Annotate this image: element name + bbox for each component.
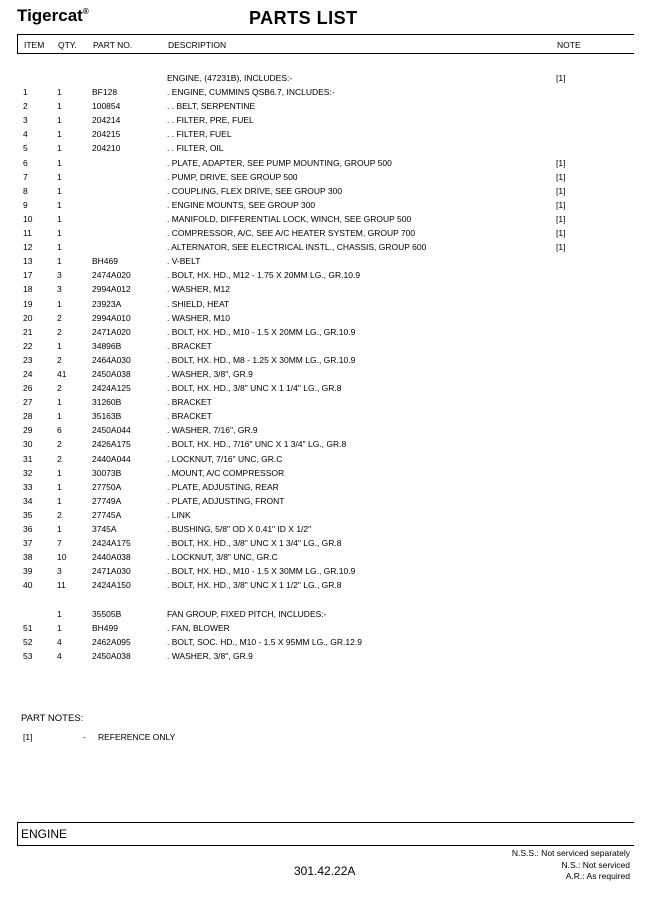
cell-qty: 1 — [57, 481, 62, 492]
table-row — [0, 325, 655, 339]
cell-qty: 3 — [57, 566, 62, 577]
part-notes-title: PART NOTES: — [21, 713, 84, 724]
section-title: ENGINE — [21, 827, 68, 841]
cell-qty: 1 — [57, 242, 62, 253]
cell-description: . SHIELD, HEAT — [167, 298, 230, 309]
cell-part-number: BF128 — [92, 87, 118, 98]
cell-item: 38 — [23, 552, 33, 563]
cell-item: 53 — [23, 650, 33, 661]
cell-qty: 1 — [57, 185, 62, 196]
table-row — [0, 607, 655, 621]
cell-part-number: 204214 — [92, 115, 121, 126]
cell-description: . PLATE, ADJUSTING, FRONT — [167, 495, 285, 506]
cell-qty: 1 — [57, 101, 62, 112]
table-row — [0, 452, 655, 466]
cell-item: 33 — [23, 481, 33, 492]
cell-item: 6 — [23, 157, 28, 168]
brand-logo — [17, 6, 89, 26]
table-row — [0, 367, 655, 381]
cell-part-number: 2450A038 — [92, 368, 131, 379]
cell-description: . WASHER, M10 — [167, 312, 230, 323]
column-header-description: DESCRIPTION — [168, 40, 227, 50]
cell-item: 19 — [23, 298, 33, 309]
table-row — [0, 282, 655, 296]
cell-description: . BOLT, HX. HD., M12 - 1.75 X 20MM LG., GR.10.9 — [167, 270, 361, 281]
document-number: 301.42.22A — [294, 864, 356, 878]
table-row — [0, 621, 655, 635]
cell-qty: 1 — [57, 157, 62, 168]
cell-description: . PLATE, ADAPTER, SEE PUMP MOUNTING, GROUP 500 — [167, 157, 392, 168]
cell-qty: 1 — [57, 115, 62, 126]
cell-qty: 2 — [57, 509, 62, 520]
cell-description: . BOLT, SOC. HD., M10 - 1.5 X 95MM LG., GR.12.9 — [167, 636, 362, 647]
cell-part-number: 31260B — [92, 397, 122, 408]
cell-item: 23 — [23, 354, 33, 365]
cell-item: 21 — [23, 326, 33, 337]
cell-item: 10 — [23, 213, 33, 224]
cell-qty: 4 — [57, 636, 62, 647]
table-row — [0, 71, 655, 85]
cell-part-number: 2464A030 — [92, 354, 131, 365]
cell-item: 35 — [23, 509, 33, 520]
cell-description: . WASHER, 7/16", GR.9 — [167, 425, 258, 436]
cell-description: . BOLT, HX. HD., 3/8" UNC X 1 3/4" LG., GR.8 — [167, 538, 342, 549]
cell-description: . COUPLING, FLEX DRIVE, SEE GROUP 300 — [167, 185, 343, 196]
section-footer — [17, 822, 634, 846]
cell-item: 27 — [23, 397, 33, 408]
cell-item: 22 — [23, 340, 33, 351]
cell-qty: 1 — [57, 608, 62, 619]
cell-note: [1] — [556, 213, 566, 224]
cell-description: . BOLT, HX. HD., 3/8" UNC X 1 1/2" LG., GR.8 — [167, 580, 342, 591]
table-row — [0, 339, 655, 353]
cell-part-number: 34896B — [92, 340, 122, 351]
column-header-note: NOTE — [557, 40, 581, 50]
cell-part-number: 23923A — [92, 298, 122, 309]
cell-description: . BOLT, HX. HD., 7/16" UNC X 1 3/4" LG., GR.8 — [167, 439, 347, 450]
table-row — [0, 297, 655, 311]
cell-part-number: 2450A038 — [92, 650, 131, 661]
table-row — [0, 268, 655, 282]
legend-line: N.S.S.: Not serviced separately — [511, 848, 630, 858]
cell-qty: 1 — [57, 256, 62, 267]
column-header-part: PART NO. — [93, 40, 133, 50]
cell-item: 13 — [23, 256, 33, 267]
cell-qty: 10 — [57, 552, 67, 563]
cell-qty: 41 — [57, 368, 67, 379]
cell-item: 40 — [23, 580, 33, 591]
brand-name: Tigercat — [17, 6, 83, 25]
cell-part-number: 2424A150 — [92, 580, 131, 591]
cell-item: 5 — [23, 143, 28, 154]
cell-description: . LINK — [167, 509, 191, 520]
table-row — [0, 564, 655, 578]
cell-description: . BRACKET — [167, 397, 212, 408]
cell-item: 20 — [23, 312, 33, 323]
cell-item: 7 — [23, 171, 28, 182]
cell-item: 4 — [23, 129, 28, 140]
cell-item: 3 — [23, 115, 28, 126]
cell-item: 32 — [23, 467, 33, 478]
cell-note: [1] — [556, 73, 566, 83]
table-row — [0, 198, 655, 212]
cell-description: . BOLT, HX. HD., M10 - 1.5 X 30MM LG., GR.10.9 — [167, 566, 356, 577]
cell-description: . WASHER, 3/8", GR.9 — [167, 650, 253, 661]
cell-item: 8 — [23, 185, 28, 196]
table-row — [0, 494, 655, 508]
cell-item: 12 — [23, 242, 33, 253]
table-row — [0, 508, 655, 522]
cell-qty: 1 — [57, 199, 62, 210]
table-row — [0, 466, 655, 480]
cell-part-number: 35505B — [92, 608, 122, 619]
table-row — [0, 311, 655, 325]
cell-part-number: 2471A020 — [92, 326, 131, 337]
cell-qty: 1 — [57, 524, 62, 534]
cell-description: . WASHER, M12 — [167, 284, 230, 295]
cell-description: . ENGINE, CUMMINS QSB6.7, INCLUDES:- — [167, 87, 335, 98]
table-header — [17, 34, 634, 54]
cell-qty: 2 — [57, 439, 62, 450]
cell-qty: 2 — [57, 453, 62, 464]
cell-item: 9 — [23, 199, 28, 210]
cell-qty: 1 — [57, 495, 62, 506]
cell-part-number: 30073B — [92, 467, 122, 478]
cell-part-number: 204210 — [92, 143, 121, 154]
cell-part-number: 35163B — [92, 411, 122, 422]
cell-note: [1] — [556, 199, 566, 210]
table-row — [0, 141, 655, 155]
cell-description: . . FILTER, FUEL — [167, 129, 232, 140]
cell-description: . BRACKET — [167, 340, 212, 351]
cell-qty: 3 — [57, 270, 62, 281]
cell-part-number: 2426A175 — [92, 439, 131, 450]
cell-part-number: 2450A044 — [92, 425, 131, 436]
cell-description: . . FILTER, PRE, FUEL — [167, 115, 254, 126]
legend-line: N.S.: Not serviced — [561, 859, 630, 870]
cell-qty: 1 — [57, 143, 62, 154]
cell-item: 36 — [23, 524, 33, 534]
cell-qty: 1 — [57, 228, 62, 239]
cell-item: 18 — [23, 284, 33, 295]
cell-part-number: 2440A038 — [92, 552, 131, 563]
table-row — [0, 254, 655, 268]
service-legend — [512, 848, 630, 883]
table-row — [0, 649, 655, 663]
cell-description: . MANIFOLD, DIFFERENTIAL LOCK, WINCH, SEE GROUP 500 — [167, 213, 412, 224]
cell-qty: 3 — [57, 284, 62, 295]
cell-qty: 4 — [57, 650, 62, 661]
cell-note: [1] — [556, 171, 566, 182]
cell-part-number: 2471A030 — [92, 566, 131, 577]
cell-qty: 2 — [57, 312, 62, 323]
cell-description: . LOCKNUT, 7/16" UNC, GR.C — [167, 453, 283, 464]
cell-description: . PUMP, DRIVE, SEE GROUP 500 — [167, 171, 298, 182]
cell-description: . BOLT, HX. HD., M8 - 1.25 X 30MM LG., GR.10.9 — [167, 354, 356, 365]
cell-description: . ALTERNATOR, SEE ELECTRICAL INSTL., CHASSIS, GROUP 600 — [167, 242, 427, 253]
cell-note: [1] — [556, 228, 566, 239]
cell-description: . . FILTER, OIL — [167, 143, 224, 154]
cell-part-number: 27745A — [92, 509, 122, 520]
cell-item: 51 — [23, 622, 33, 633]
cell-qty: 1 — [57, 340, 62, 351]
cell-part-number: 3745A — [92, 524, 117, 534]
cell-qty: 2 — [57, 383, 62, 394]
cell-qty: 1 — [57, 298, 62, 309]
cell-qty: 1 — [57, 213, 62, 224]
cell-qty: 1 — [57, 171, 62, 182]
cell-part-number: 2994A012 — [92, 284, 131, 295]
part-note-dash: - — [83, 732, 86, 742]
table-row — [0, 381, 655, 395]
cell-item: 17 — [23, 270, 33, 281]
table-row — [0, 522, 655, 536]
table-row — [0, 240, 655, 254]
cell-part-number: 2440A044 — [92, 453, 131, 464]
cell-description: . WASHER, 3/8", GR.9 — [167, 368, 253, 379]
column-header-item: ITEM — [24, 40, 45, 50]
cell-item: 30 — [23, 439, 33, 450]
cell-item: 39 — [23, 566, 33, 577]
cell-qty: 1 — [57, 411, 62, 422]
table-row — [0, 635, 655, 649]
cell-item: 11 — [23, 228, 32, 239]
table-row — [0, 113, 655, 127]
table-row — [0, 409, 655, 423]
registered-mark: ® — [82, 7, 89, 16]
table-spacer — [0, 592, 655, 606]
cell-qty: 1 — [57, 397, 62, 408]
cell-qty: 1 — [57, 87, 62, 98]
cell-part-number: 204215 — [92, 129, 121, 140]
cell-item: 29 — [23, 425, 33, 436]
cell-part-number: 2424A125 — [92, 383, 131, 394]
cell-qty: 6 — [57, 425, 62, 436]
cell-part-number: 27750A — [92, 481, 122, 492]
part-note-ref: [1] — [23, 732, 33, 742]
table-row — [0, 395, 655, 409]
cell-note: [1] — [556, 157, 566, 168]
table-row — [0, 127, 655, 141]
cell-item: 52 — [23, 636, 33, 647]
legend-line: A.R.: As required — [565, 871, 630, 881]
cell-qty: 1 — [57, 129, 62, 140]
cell-item: 28 — [23, 411, 33, 422]
cell-part-number: 2424A175 — [92, 538, 131, 549]
table-row — [0, 85, 655, 99]
cell-item: 31 — [23, 453, 33, 464]
cell-part-number: BH469 — [92, 256, 118, 267]
cell-qty: 2 — [57, 354, 62, 365]
table-row — [0, 353, 655, 367]
table-row — [0, 578, 655, 592]
cell-note: [1] — [556, 242, 566, 253]
cell-item: 1 — [23, 87, 28, 98]
cell-description: . BOLT, HX. HD., M10 - 1.5 X 20MM LG., GR.10.9 — [167, 326, 356, 337]
cell-description: . . BELT, SERPENTINE — [167, 101, 256, 112]
column-header-qty: QTY. — [58, 40, 77, 50]
cell-description: . ENGINE MOUNTS, SEE GROUP 300 — [167, 199, 316, 210]
cell-description: . BOLT, HX. HD., 3/8" UNC X 1 1/4" LG., GR.8 — [167, 383, 342, 394]
parts-table — [0, 71, 655, 663]
cell-qty: 2 — [57, 326, 62, 337]
cell-item: 24 — [23, 368, 33, 379]
table-row — [0, 156, 655, 170]
cell-item: 26 — [23, 383, 33, 394]
cell-part-number: 27749A — [92, 495, 122, 506]
cell-description: . MOUNT, A/C COMPRESSOR — [167, 467, 285, 478]
cell-description: FAN GROUP, FIXED PITCH, INCLUDES:- — [167, 608, 327, 619]
cell-description: . COMPRESSOR, A/C, SEE A/C HEATER SYSTEM, GROUP 700 — [167, 228, 416, 239]
cell-description: . PLATE, ADJUSTING, REAR — [167, 481, 279, 492]
table-row — [0, 212, 655, 226]
cell-part-number: 2474A020 — [92, 270, 131, 281]
cell-description: ENGINE, (47231B), INCLUDES:- — [167, 73, 293, 83]
cell-qty: 1 — [57, 467, 62, 478]
cell-description: . BRACKET — [167, 411, 212, 422]
cell-part-number: 100854 — [92, 101, 121, 112]
cell-description: . V-BELT — [167, 256, 201, 267]
table-row — [0, 184, 655, 198]
cell-item: 37 — [23, 538, 33, 549]
cell-description: . LOCKNUT, 3/8" UNC, GR.C — [167, 552, 278, 563]
page-title: PARTS LIST — [249, 8, 358, 28]
table-row — [0, 99, 655, 113]
cell-item: 2 — [23, 101, 28, 112]
cell-part-number: 2462A095 — [92, 636, 131, 647]
cell-qty: 1 — [57, 622, 62, 633]
table-row — [0, 226, 655, 240]
table-row — [0, 437, 655, 451]
table-row — [0, 423, 655, 437]
part-note-text: REFERENCE ONLY — [98, 732, 176, 742]
cell-qty: 7 — [57, 538, 62, 549]
table-row — [0, 550, 655, 564]
cell-part-number: BH499 — [92, 622, 118, 633]
table-row — [0, 480, 655, 494]
cell-part-number: 2994A010 — [92, 312, 131, 323]
cell-description: . BUSHING, 5/8" OD X 0.41" ID X 1/2" — [167, 524, 312, 534]
table-row — [0, 170, 655, 184]
table-row — [0, 536, 655, 550]
cell-qty: 11 — [57, 580, 66, 591]
cell-item: 34 — [23, 495, 33, 506]
cell-description: . FAN, BLOWER — [167, 622, 230, 633]
cell-note: [1] — [556, 185, 566, 196]
